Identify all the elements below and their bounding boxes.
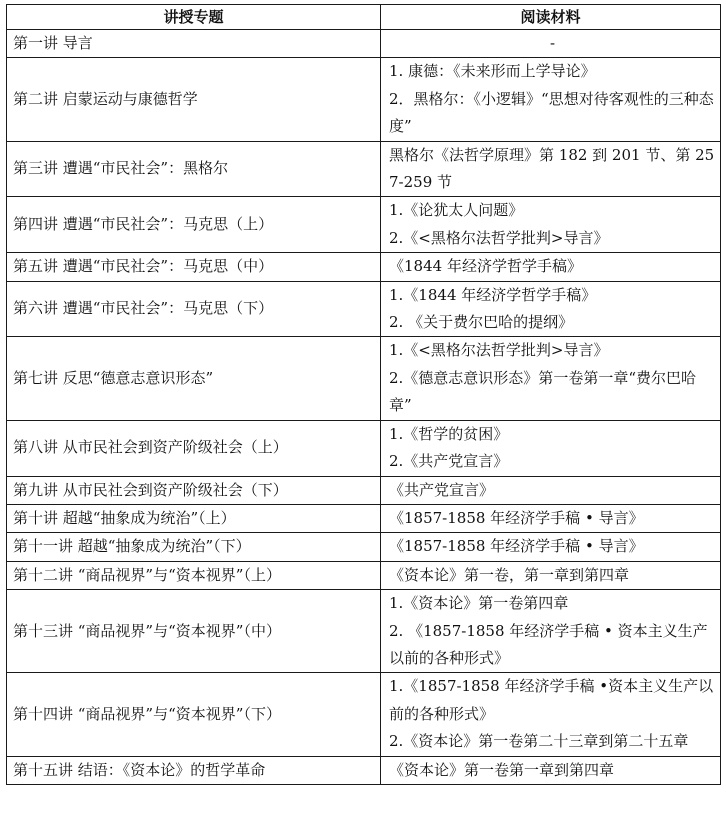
reading-line: - — [549, 34, 556, 52]
reading-line: 《1857-1858 年经济学手稿 • 导言》 — [389, 508, 644, 527]
reading-cell — [381, 420, 721, 476]
table-row — [7, 253, 721, 281]
reading-cell — [381, 504, 721, 532]
syllabus-table — [6, 4, 721, 785]
topic-cell: 第十讲 超越“抽象成为统治”（上） — [7, 504, 381, 532]
reading-line: 《共产党宣言》 — [389, 480, 495, 499]
reading-line: 1.《资本论》第一卷第四章 — [389, 594, 569, 613]
topic-cell: 第六讲 遭遇“市民社会”：马克思（下） — [7, 281, 381, 337]
topic-cell: 第八讲 从市民社会到资产阶级社会（上） — [7, 420, 381, 476]
topic-cell: 第十三讲 “商品视界”与“资本视界”（中） — [7, 590, 381, 673]
reading-line: 《资本论》第一卷第一章到第四章 — [389, 760, 615, 779]
table-row — [7, 476, 721, 504]
reading-cell — [381, 561, 721, 589]
reading-cell — [381, 756, 721, 784]
reading-line: 1.《<黑格尔法哲学批判>导言》 — [389, 341, 609, 360]
reading-line: 2.《<黑格尔法哲学批判>导言》 — [389, 228, 609, 247]
topic-cell: 第九讲 从市民社会到资产阶级社会（下） — [7, 476, 381, 504]
reading-line: 2.《德意志意识形态》第一卷第一章“费尔巴哈章” — [389, 368, 696, 415]
table-row — [7, 420, 721, 476]
reading-line: 《1857-1858 年经济学手稿 • 导言》 — [389, 537, 644, 556]
table-row — [7, 561, 721, 589]
reading-cell — [381, 476, 721, 504]
reading-line: 1.《1844 年经济学哲学手稿》 — [389, 285, 597, 304]
table-row — [7, 30, 721, 58]
topic-cell: 第五讲 遭遇“市民社会”：马克思（中） — [7, 253, 381, 281]
topic-cell: 第十一讲 超越“抽象成为统治”（下） — [7, 533, 381, 561]
table-row — [7, 673, 721, 756]
reading-line: 《资本论》第一卷，第一章到第四章 — [389, 565, 630, 584]
reading-line: 2. 《1857-1858 年经济学手稿 • 资本主义生产以前的各种形式》 — [389, 621, 708, 667]
header-topic: 讲授专题 — [7, 5, 381, 30]
reading-line: 2. 《关于费尔巴哈的提纲》 — [389, 313, 574, 332]
reading-line: 2．黑格尔：《小逻辑》“思想对待客观性的三种态度” — [389, 89, 714, 136]
reading-line: 1.《1857-1858 年经济学手稿 •资本主义生产以前的各种形式》 — [389, 677, 714, 723]
reading-cell — [381, 141, 721, 197]
reading-cell — [381, 197, 721, 253]
topic-cell: 第四讲 遭遇“市民社会”：马克思（上） — [7, 197, 381, 253]
topic-cell: 第一讲 导言 — [7, 30, 381, 58]
reading-line: 2.《共产党宣言》 — [389, 452, 509, 471]
header-row — [7, 5, 721, 30]
reading-line: 黑格尔《法哲学原理》第 182 到 201 节、第 257-259 节 — [389, 145, 715, 192]
table-row — [7, 141, 721, 197]
table-row — [7, 756, 721, 784]
reading-cell — [381, 673, 721, 756]
table-row — [7, 281, 721, 337]
reading-cell — [381, 253, 721, 281]
header-reading: 阅读材料 — [381, 5, 721, 30]
topic-cell: 第十五讲 结语：《资本论》的哲学革命 — [7, 756, 381, 784]
reading-line: 1.《论犹太人问题》 — [389, 201, 524, 220]
reading-cell — [381, 30, 721, 58]
reading-cell — [381, 590, 721, 673]
table-row — [7, 504, 721, 532]
topic-cell: 第三讲 遭遇“市民社会”：黑格尔 — [7, 141, 381, 197]
topic-cell: 第七讲 反思“德意志意识形态” — [7, 337, 381, 420]
reading-line: 2.《资本论》第一卷第二十三章到第二十五章 — [389, 732, 689, 751]
reading-cell — [381, 281, 721, 337]
table-row — [7, 337, 721, 420]
table-row — [7, 197, 721, 253]
topic-cell: 第二讲 启蒙运动与康德哲学 — [7, 58, 381, 141]
reading-cell — [381, 533, 721, 561]
table-row — [7, 533, 721, 561]
reading-cell — [381, 337, 721, 420]
reading-line: 1. 康德：《未来形而上学导论》 — [389, 62, 596, 81]
table-row — [7, 58, 721, 141]
topic-cell: 第十四讲 “商品视界”与“资本视界”（下） — [7, 673, 381, 756]
reading-line: 1.《哲学的贫困》 — [389, 424, 509, 443]
table-row — [7, 590, 721, 673]
reading-cell — [381, 58, 721, 141]
topic-cell: 第十二讲 “商品视界”与“资本视界”（上） — [7, 561, 381, 589]
reading-line: 《1844 年经济学哲学手稿》 — [389, 257, 582, 276]
